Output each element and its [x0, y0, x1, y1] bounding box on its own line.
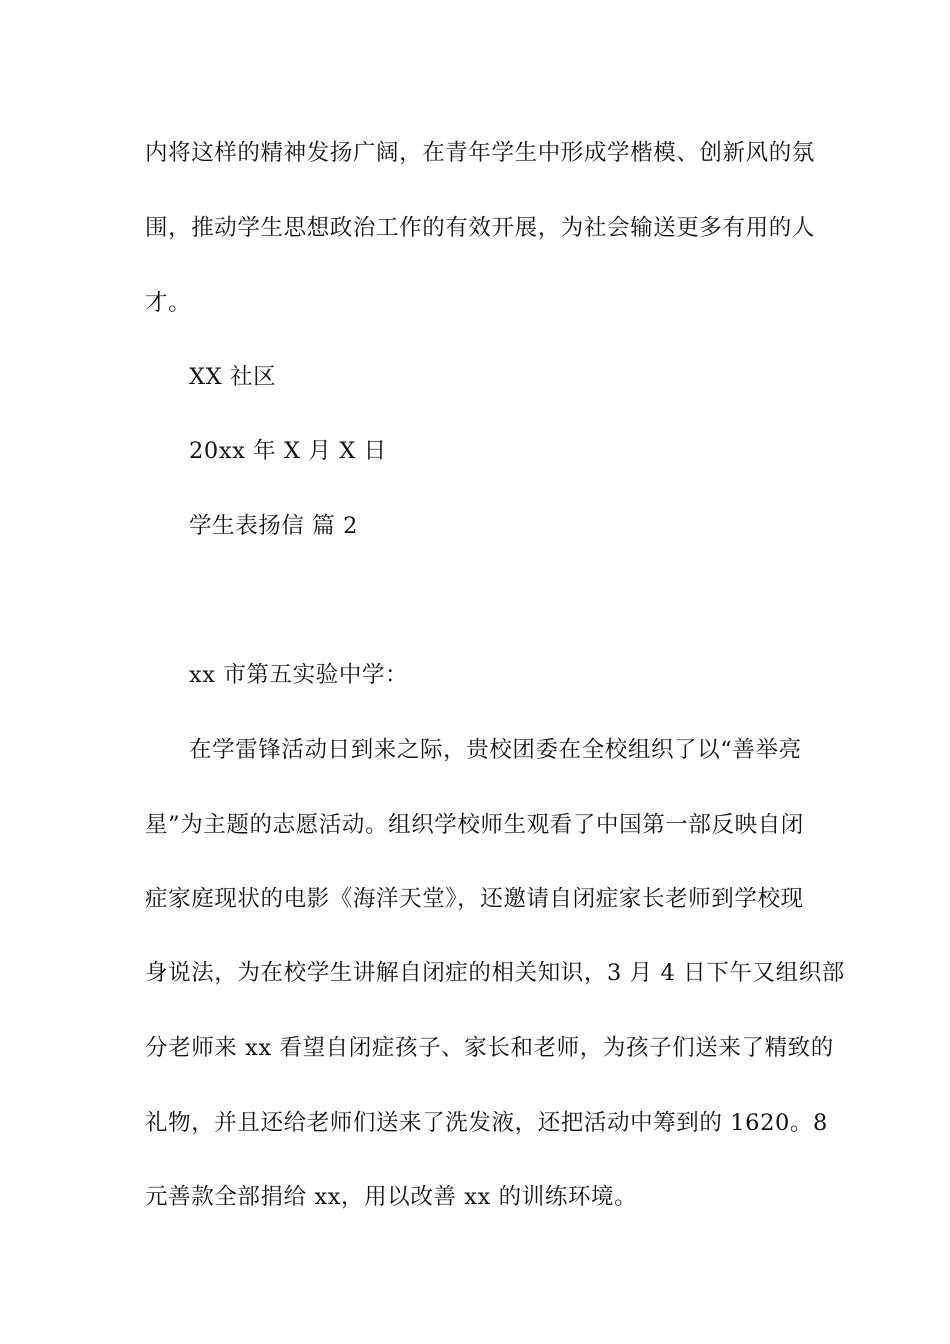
- paragraph-line: 身说法，为在校学生讲解自闭症的相关知识，3 月 4 日下午又组织部: [145, 960, 845, 986]
- paragraph-line: 内将这样的精神发扬广阔，在青年学生中形成学楷模、创新风的氛: [145, 140, 815, 166]
- paragraph-line: 才。: [145, 290, 192, 316]
- section-heading: 学生表扬信 篇 2: [189, 513, 359, 539]
- paragraph-line: 症家庭现状的电影《海洋天堂》，还邀请自闭症家长老师到学校现: [145, 886, 804, 912]
- paragraph-line: 围，推动学生思想政治工作的有效开展，为社会输送更多有用的人: [145, 215, 815, 241]
- paragraph-line: 分老师来 xx 看望自闭症孩子、家长和老师，为孩子们送来了精致的: [145, 1035, 834, 1061]
- paragraph-line: 在学雷锋活动日到来之际，贵校团委在全校组织了以“善举亮: [189, 737, 802, 763]
- letter-salutation: xx 市第五实验中学：: [189, 662, 409, 688]
- paragraph-line: 礼物，并且还给老师们送来了洗发液，还把活动中筹到的 1620。8: [145, 1110, 828, 1136]
- signature-date: 20xx 年 X 月 X 日: [189, 438, 387, 464]
- signature-organization: XX 社区: [189, 364, 277, 390]
- paragraph-line: 星”为主题的志愿活动。组织学校师生观看了中国第一部反映自闭: [145, 812, 804, 838]
- paragraph-line: 元善款全部捐给 xx，用以改善 xx 的训练环境。: [145, 1184, 638, 1210]
